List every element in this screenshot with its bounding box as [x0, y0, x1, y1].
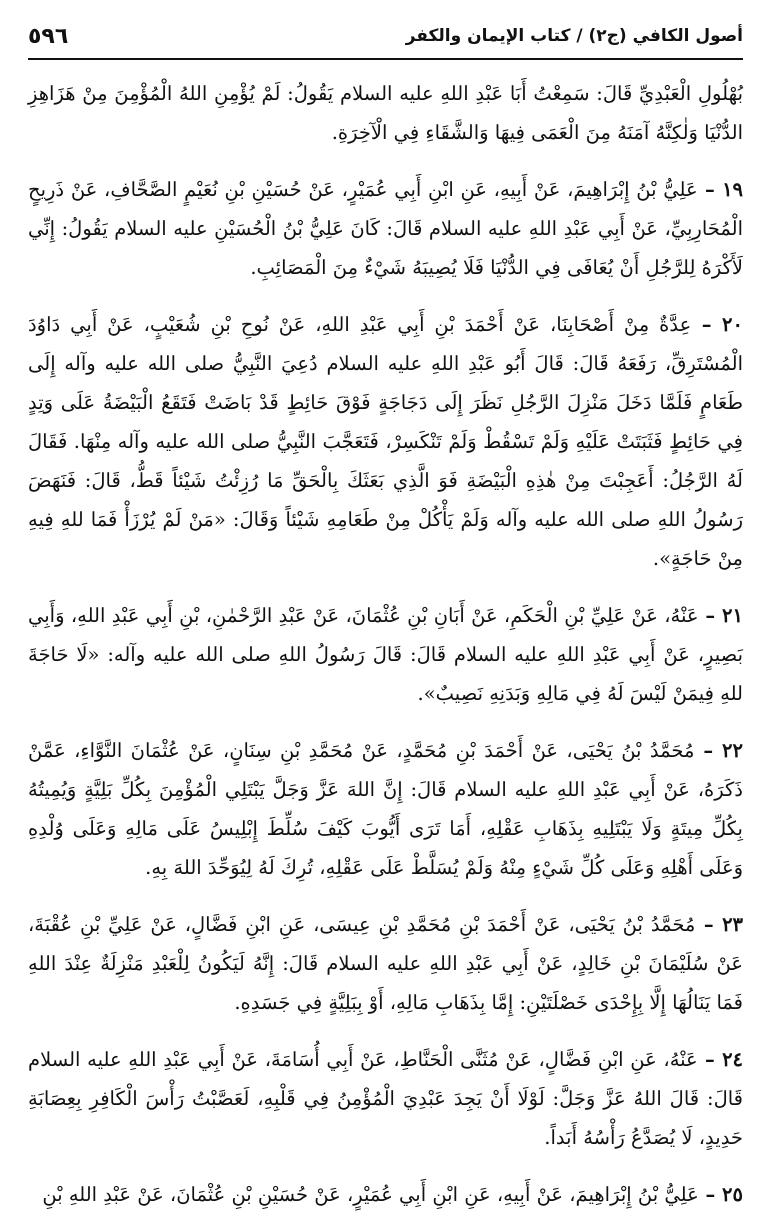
page-header [28, 18, 743, 54]
hadith-number: ٢٤ – [697, 1048, 744, 1071]
page-number: ٥٩٦ [28, 23, 69, 49]
hadith-number: ٢٠ – [691, 313, 743, 336]
running-title: أصول الكافي (ج٢) / كتاب الإيمان والكفر [405, 26, 743, 46]
paragraph-text: عَنْهُ، عَنْ عَلِيِّ بْنِ الْحَكَمِ، عَنْ أَبَانِ بْنِ عُثْمَانَ، عَنْ عَبْدِ الرَّحْمٰنِ، بْنِ أَبِي عَبْدِ اللهِ، وَأَبِي بَصِيرٍ، عَنْ أَبِي عَبْدِ اللهِ عليه السلام قَالَ: قَالَ رَسُولُ اللهِ صلى الله عليه وآله: «لَا حَاجَةَ للهِ فِيمَنْ لَيْسَ لَهُ فِي مَالِهِ وَبَدَنِهِ نَصِيبٌ». [28, 604, 743, 705]
paragraph-text: عَلِيُّ بْنُ إِبْرَاهِيمَ، عَنْ أَبِيهِ، عَنِ ابْنِ أَبِي عُمَيْرٍ، عَنْ حُسَيْنِ بْنِ عُثْمَانَ، عَنْ عَبْدِ اللهِ بْنِ [42, 1183, 699, 1206]
header-rule [28, 58, 743, 60]
hadith-23 [28, 905, 743, 1022]
hadith-22 [28, 731, 743, 887]
body-text [28, 74, 743, 1214]
hadith-number: ٢١ – [698, 604, 743, 627]
hadith-number: ٢٣ – [695, 913, 744, 936]
paragraph-text: عِدَّةٌ مِنْ أَصْحَابِنَا، عَنْ أَحْمَدَ بْنِ أَبِي عَبْدِ اللهِ، عَنْ نُوحِ بْنِ شُعَيْبٍ، عَنْ أَبِي دَاوُدَ الْمُسْتَرِقِّ، رَفَعَهُ قَالَ: قَالَ أَبُو عَبْدِ اللهِ عليه السلام دُعِيَ النَّبِيُّ صلى الله عليه وآله إِلَى طَعَامٍ فَلَمَّا دَخَلَ مَنْزِلَ الرَّجُلِ نَظَرَ إِلَى دَجَاجَةٍ فَوْقَ حَائِطٍ قَدْ بَاضَتْ فَتَقَعُ الْبَيْضَةُ عَلَى وَتِدٍ فِي حَائِطٍ فَثَبَتَتْ عَلَيْهِ وَلَمْ تَسْقُطْ وَلَمْ تَنْكَسِرْ، فَتَعَجَّبَ النَّبِيُّ صلى الله عليه وآله مِنْهَا. فَقَالَ لَهُ الرَّجُلُ: أَعَجِبْتَ مِنْ هٰذِهِ الْبَيْضَةِ فَوَ الَّذِي بَعَثَكَ بِالْحَقِّ مَا رُزِئْتُ شَيْئاً قَطُّ، قَالَ: فَنَهَضَ رَسُولُ اللهِ صلى الله عليه وآله وَلَمْ يَأْكُلْ مِنْ طَعَامِهِ شَيْئاً وَقَالَ: «مَنْ لَمْ يُرْزَأْ فَمَا للهِ فِيهِ مِنْ حَاجَةٍ». [28, 313, 743, 570]
hadith-25 [28, 1175, 743, 1214]
hadith-21 [28, 596, 743, 713]
paragraph-text: بُهْلُولِ الْعَبْدِيِّ قَالَ: سَمِعْتُ أَبَا عَبْدِ اللهِ عليه السلام يَقُولُ: لَمْ يُؤْمِنِ اللهُ الْمُؤْمِنَ مِنْ هَزَاهِزِ الدُّنْيَا وَلٰكِنَّهُ آمَنَهُ مِنَ الْعَمَى فِيهَا وَالشَّقَاءِ فِي الْآخِرَةِ. [28, 82, 743, 144]
paragraph-text: عَنْهُ، عَنِ ابْنِ فَضَّالٍ، عَنْ مُثَنَّى الْحَنَّاطِ، عَنْ أَبِي أُسَامَةَ، عَنْ أَبِي عَبْدِ اللهِ عليه السلام قَالَ: قَالَ اللهُ عَزَّ وَجَلَّ: لَوْلَا أَنْ يَجِدَ عَبْدِيَ الْمُؤْمِنُ فِي قَلْبِهِ، لَعَصَّبْتُ رَأْسَ الْكَافِرِ بِعِصَابَةِ حَدِيدٍ، لَا يُصَدَّعُ رَأْسُهُ أَبَداً. [28, 1048, 743, 1149]
hadith-number: ١٩ – [697, 178, 744, 201]
paragraph-continuation [28, 74, 743, 152]
hadith-number: ٢٢ – [694, 739, 743, 762]
hadith-20 [28, 305, 743, 578]
hadith-24 [28, 1040, 743, 1157]
hadith-number: ٢٥ – [698, 1183, 743, 1206]
hadith-19 [28, 170, 743, 287]
paragraph-text: مُحَمَّدُ بْنُ يَحْيَى، عَنْ أَحْمَدَ بْنِ مُحَمَّدٍ، عَنْ مُحَمَّدِ بْنِ سِنَانٍ، عَنْ عُثْمَانَ النَّوَّاءِ، عَمَّنْ ذَكَرَهُ، عَنْ أَبِي عَبْدِ اللهِ عليه السلام قَالَ: إِنَّ اللهَ عَزَّ وَجَلَّ يَبْتَلِي الْمُؤْمِنَ بِكُلِّ بَلِيَّةٍ وَيُمِيتُهُ بِكُلِّ مِيتَةٍ وَلَا يَبْتَلِيهِ بِذَهَابِ عَقْلِهِ، أَمَا تَرَى أَيُّوبَ كَيْفَ سُلِّطَ إِبْلِيسُ عَلَى مَالِهِ وَعَلَى وُلْدِهِ وَعَلَى أَهْلِهِ وَعَلَى كُلِّ شَيْءٍ مِنْهُ وَلَمْ يُسَلَّطْ عَلَى عَقْلِهِ، تُرِكَ لَهُ لِيُوَحِّدَ اللهَ بِهِ. [28, 739, 743, 879]
paragraph-text: عَلِيُّ بْنُ إِبْرَاهِيمَ، عَنْ أَبِيهِ، عَنِ ابْنِ أَبِي عُمَيْرٍ، عَنْ حُسَيْنِ بْنِ نُعَيْمٍ الصَّحَّافِ، عَنْ ذَرِيحٍ الْمُحَارِبِيِّ، عَنْ أَبِي عَبْدِ اللهِ عليه السلام قَالَ: كَانَ عَلِيُّ بْنُ الْحُسَيْنِ عليه السلام يَقُولُ: إِنِّي لَأَكْرَهُ لِلرَّجُلِ أَنْ يُعَافَى فِي الدُّنْيَا فَلَا يُصِيبَهُ شَيْءٌ مِنَ الْمَصَائِبِ. [28, 178, 743, 279]
book-page [28, 18, 744, 1206]
paragraph-text: مُحَمَّدُ بْنُ يَحْيَى، عَنْ أَحْمَدَ بْنِ مُحَمَّدِ بْنِ عِيسَى، عَنِ ابْنِ فَضَّالٍ، عَنْ عَلِيِّ بْنِ عُقْبَةَ، عَنْ سُلَيْمَانَ بْنِ خَالِدٍ، عَنْ أَبِي عَبْدِ اللهِ عليه السلام قَالَ: إِنَّهُ لَيَكُونُ لِلْعَبْدِ مَنْزِلَةٌ عِنْدَ اللهِ فَمَا يَنَالُهَا إِلَّا بِإِحْدَى خَصْلَتَيْنِ: إِمَّا بِذَهَابِ مَالِهِ، أَوْ بِبَلِيَّةٍ فِي جَسَدِهِ. [28, 913, 743, 1014]
